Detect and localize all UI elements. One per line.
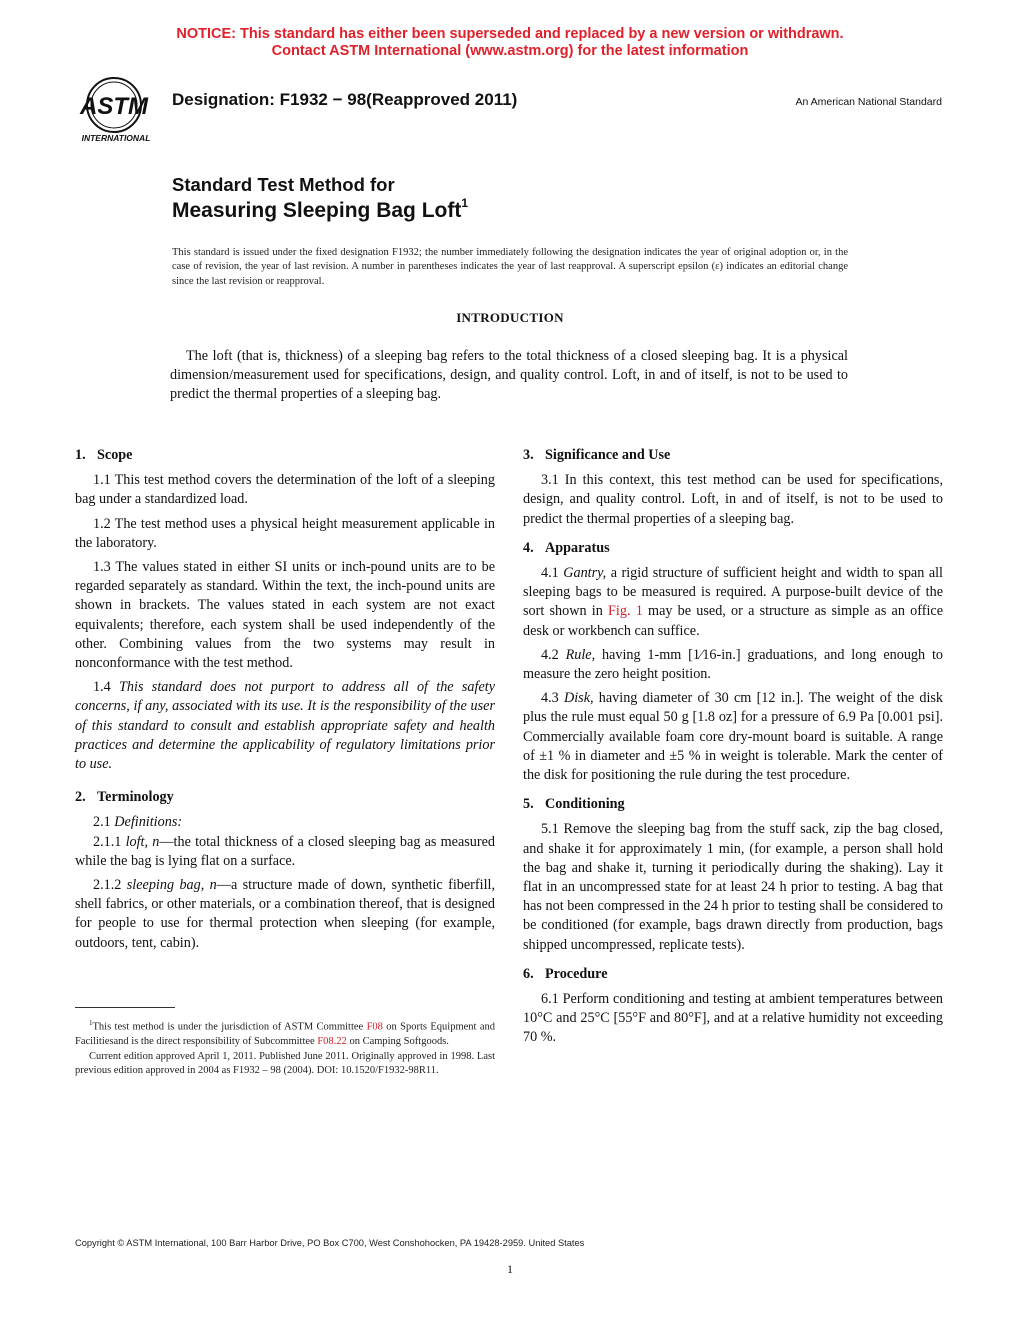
link-fig-1[interactable]: Fig. 1 (608, 603, 643, 620)
para-1-2: 1.2 The test method uses a physical height measurement applicable in the laboratory. (75, 515, 495, 551)
para-1-3: 1.3 The values stated in either SI units or inch-pound units are to be regarded separately as standard. Within the text, the inch-pound units are shown in brackets. The values stated in each system are not exact equivalents; therefore, each system shall be used independently of the other. Combining values from the two systems may result in nonconformance with the test method. (75, 559, 495, 672)
para-2-1-1: 2.1.1 loft, n—the total thickness of a closed sleeping bag as measured while the bag is lying flat on a surface. (75, 833, 495, 869)
title-line-1: Standard Test Method for (172, 174, 395, 195)
para-3-1: 3.1 In this context, this test method can be used for specifications, design, and quality control. Loft, in and of itself, is not to be used to predict the thermal properties of a sleeping bag. (523, 472, 943, 527)
introduction-body (170, 347, 848, 405)
national-standard-label: An American National Standard (795, 96, 942, 108)
para-2-1-2: 2.1.2 sleeping bag, n—a structure made of down, synthetic fiberfill, shell fabrics, or other materials, or a combination thereof, that is designed for people to use for thermal protection when sleeping (for example, outdoors, tent, cabin). (75, 877, 496, 951)
section-scope-heading: 1. Scope (75, 447, 133, 463)
para-2-1: 2.1 Definitions: (93, 814, 183, 831)
right-column (523, 446, 943, 1053)
page-number: 1 (507, 1262, 513, 1276)
para-4-2: 4.2 Rule, having 1-mm [1⁄16-in.] graduations, and long enough to measure the zero height position. (523, 646, 943, 683)
section-conditioning-heading: 5. Conditioning (523, 796, 625, 813)
para-4-1: 4.1 Gantry, a rigid structure of sufficient height and width to span all sleeping bags to be measured is required. A purpose-built device of the sort shown in Fig. 1 may be used, or a structure as simple as an office desk or workbench can suffice. (523, 565, 943, 639)
footnotes (75, 1016, 495, 1080)
para-4-3: 4.3 Disk, having diameter of 30 cm [12 in.]. The weight of the disk plus the rule must equal 50 g [1.8 oz] for a pressure of 6.9 Pa [0.001 psi]. Commercially available foam core dry-mount board is suitable. A range of ±1 % in diameter and ±5 % in weight is tolerable. Mark the center of the disk for positioning the rule during the test procedure. (523, 690, 944, 784)
section-significance-heading: 3. Significance and Use (523, 447, 671, 463)
title-line-2 (172, 198, 468, 223)
footnote-divider (75, 1007, 175, 1008)
link-f08-22[interactable]: F08.22 (317, 1035, 347, 1047)
designation: Designation: F1932 − 98(Reapproved 2011) (172, 90, 518, 109)
title-footnote-mark: 1 (461, 196, 469, 210)
logo-text: ASTM (80, 93, 148, 120)
copyright: Copyright © ASTM International, 100 Barr Harbor Drive, PO Box C700, West Conshohocken, PA 19428-2959. United States (75, 1238, 585, 1248)
para-6-1: 6.1 Perform conditioning and testing at ambient temperatures between 10°C and 25°C [55°F and 80°F], and at a relative humidity not exceeding 70 %. (523, 991, 943, 1046)
footnote-2: Current edition approved April 1, 2011. Published June 2011. Originally approved in 1998. Last previous edition approved in 2004 as F1932 – 98 (2004). DOI: 10.1520/F1932-98R11. (75, 1051, 495, 1077)
section-terminology-heading: 2. Terminology (75, 789, 174, 806)
notice-line-1: NOTICE: This standard has either been superseded and replaced by a new version or withdrawn. (176, 26, 844, 42)
logo-subtext: INTERNATIONAL (81, 133, 151, 143)
section-procedure-heading: 6. Procedure (523, 965, 608, 982)
issued-note: This standard is issued under the fixed designation F1932; the number immediately following the designation indicates the year of original adoption or, in the case of revision, the year of last revision. A number in parentheses indicates the year of last reapproval. A superscript epsilon (ε) indicates an editorial change since the last revision or reapproval. (172, 247, 848, 287)
astm-logo (70, 74, 162, 144)
title-text: Measuring Sleeping Bag Loft (172, 199, 462, 222)
footnote-1: $^1$This test method is under the jurisdiction of ASTM Committee F08 on Sports Equipment and Facilitiesand is the direct responsibility of Subcommittee F08.22 on Camping Softgoods. (75, 1019, 496, 1047)
notice-line-2: Contact ASTM International (www.astm.org) for the latest information (271, 43, 749, 59)
left-column (75, 446, 495, 958)
para-5-1: 5.1 Remove the sleeping bag from the stuff sack, zip the bag closed, and shake it for approximately 1 min, (for example, a person shall hold the bag and shake it, turning it periodically during the shaking). Lay it flat in an uncompressed state for at least 24 h prior to testing. A bag that has not been compressed in the 24 h prior to testing shall be considered to be conditioned (for example, bags drawn directly from production, bags shipped uncompressed, replicate tests). (523, 821, 943, 953)
link-f08[interactable]: F08 (366, 1021, 383, 1033)
introduction-text: The loft (that is, thickness) of a sleeping bag refers to the total thickness of a closed sleeping bag. It is a physical dimension/measurement used for specifications, design, and quality control. Loft, in and of itself, is not to be used to predict the thermal properties of a sleeping bag. (170, 348, 848, 403)
introduction-heading: INTRODUCTION (456, 310, 564, 325)
section-apparatus-heading: 4. Apparatus (523, 539, 610, 556)
withdrawal-notice (0, 26, 1020, 60)
para-1-4: 1.4 This standard does not purport to address all of the safety concerns, if any, associated with its use. It is the responsibility of the user of this standard to consult and establish appropriate safety and health practices and determine the applicability of regulatory limitations prior to use. (75, 679, 495, 773)
para-1-1: 1.1 This test method covers the determination of the loft of a sleeping bag under a standardized load. (75, 472, 495, 508)
